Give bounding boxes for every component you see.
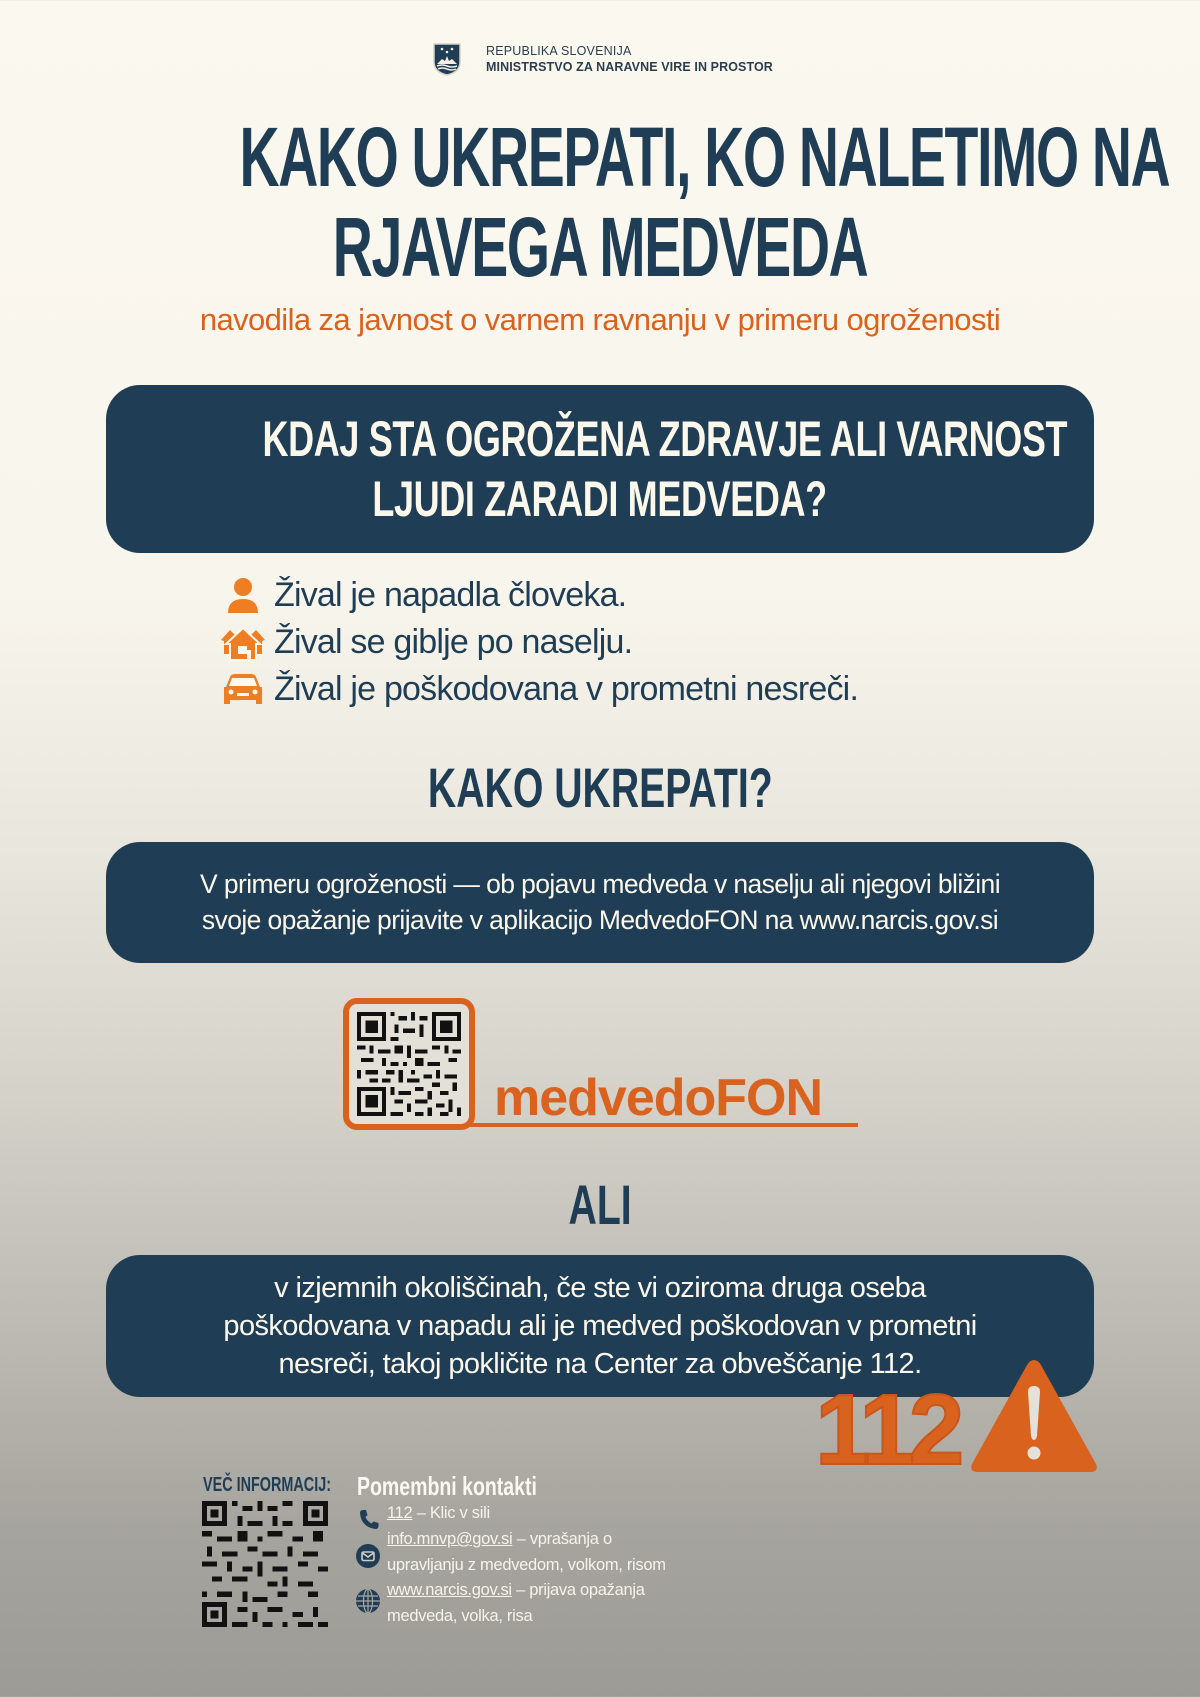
- phone-link[interactable]: 112: [387, 1504, 413, 1522]
- ministry-name: [486, 43, 773, 75]
- country-label: REPUBLIKA SLOVENIJA: [486, 44, 632, 58]
- how-heading: [0, 755, 1200, 820]
- car-icon: [220, 670, 266, 710]
- person-icon: [220, 576, 266, 616]
- condition-text: Žival je napadla človeka.: [274, 576, 627, 614]
- more-info-qr-code[interactable]: [202, 1500, 328, 1628]
- email-desc: – vprašanja o: [512, 1530, 612, 1548]
- medvedofon-logo-text: medvedoFON: [494, 1069, 823, 1127]
- contacts-title-text: Pomembni kontakti: [357, 1471, 537, 1501]
- list-item: [220, 619, 858, 666]
- contact-item-web: [387, 1577, 645, 1629]
- report-line-2: svoje opažanje prijavite v aplikacijo MedvedoFON na www.narcis.gov.si: [201, 905, 999, 935]
- report-box: [106, 842, 1094, 963]
- coat-of-arms-icon: [432, 42, 462, 76]
- qr-code-icon: [357, 1012, 461, 1116]
- list-item: [220, 572, 858, 619]
- conditions-list: [220, 572, 858, 713]
- web-desc: – prijava opažanja: [511, 1581, 645, 1599]
- more-info-text: VEČ INFORMACIJ:: [203, 1474, 332, 1496]
- contact-item-phone: [387, 1500, 490, 1526]
- contact-item-email: [387, 1526, 666, 1578]
- warning-triangle-icon: [968, 1354, 1100, 1478]
- condition-text: Žival je poškodovana v prometni nesreči.: [274, 670, 859, 708]
- list-item: [220, 666, 858, 713]
- email-link[interactable]: info.mnvp@gov.si: [387, 1530, 513, 1548]
- or-heading-text: ALI: [568, 1173, 632, 1236]
- emergency-number-graphic: 112: [815, 1374, 959, 1486]
- page-title: [0, 112, 1200, 292]
- emergency-line-2: poškodovana v napadu ali je medved poškodovan v prometni: [223, 1310, 977, 1342]
- emergency-line-1: v izjemnih okoliščinah, če ste vi oziroma druga oseba: [274, 1272, 926, 1304]
- mail-icon: [356, 1544, 380, 1568]
- more-info-label: [203, 1474, 381, 1497]
- report-line-1: V primeru ogroženosti — ob pojavu medveda v naselju ali njegovi bližini: [200, 869, 1000, 899]
- subtitle: navodila za javnost o varnem ravnanju v primeru ogroženosti: [199, 302, 1001, 337]
- medvedofon-qr-code[interactable]: [343, 998, 475, 1130]
- danger-line-2: LJUDI ZARADI MEDVEDA?: [372, 471, 828, 527]
- danger-question-box: [106, 385, 1094, 553]
- condition-text: Žival se giblje po naselju.: [274, 623, 633, 661]
- phone-icon: [357, 1508, 381, 1532]
- title-line-2: RJAVEGA MEDVEDA: [332, 200, 868, 294]
- emergency-line-3: nesreči, takoj pokličite na Center za obveščanje 112.: [278, 1348, 922, 1380]
- phone-desc: – Klic v sili: [412, 1504, 490, 1522]
- danger-line-1: KDAJ STA OGROŽENA ZDRAVJE ALI VARNOST: [262, 411, 1068, 467]
- globe-icon: [356, 1589, 380, 1613]
- email-desc-2: upravljanju z medvedom, volkom, risom: [387, 1556, 666, 1574]
- or-heading: [0, 1172, 1200, 1237]
- how-heading-text: KAKO UKREPATI?: [427, 756, 773, 819]
- contacts-title: [357, 1471, 597, 1502]
- houses-icon: [220, 623, 266, 663]
- web-desc-2: medveda, volka, risa: [387, 1607, 533, 1625]
- ministry-label: MINISTRSTVO ZA NARAVNE VIRE IN PROSTOR: [486, 60, 773, 74]
- title-line-1: KAKO UKREPATI, KO NALETIMO NA: [239, 110, 1170, 204]
- web-link[interactable]: www.narcis.gov.si: [387, 1581, 512, 1599]
